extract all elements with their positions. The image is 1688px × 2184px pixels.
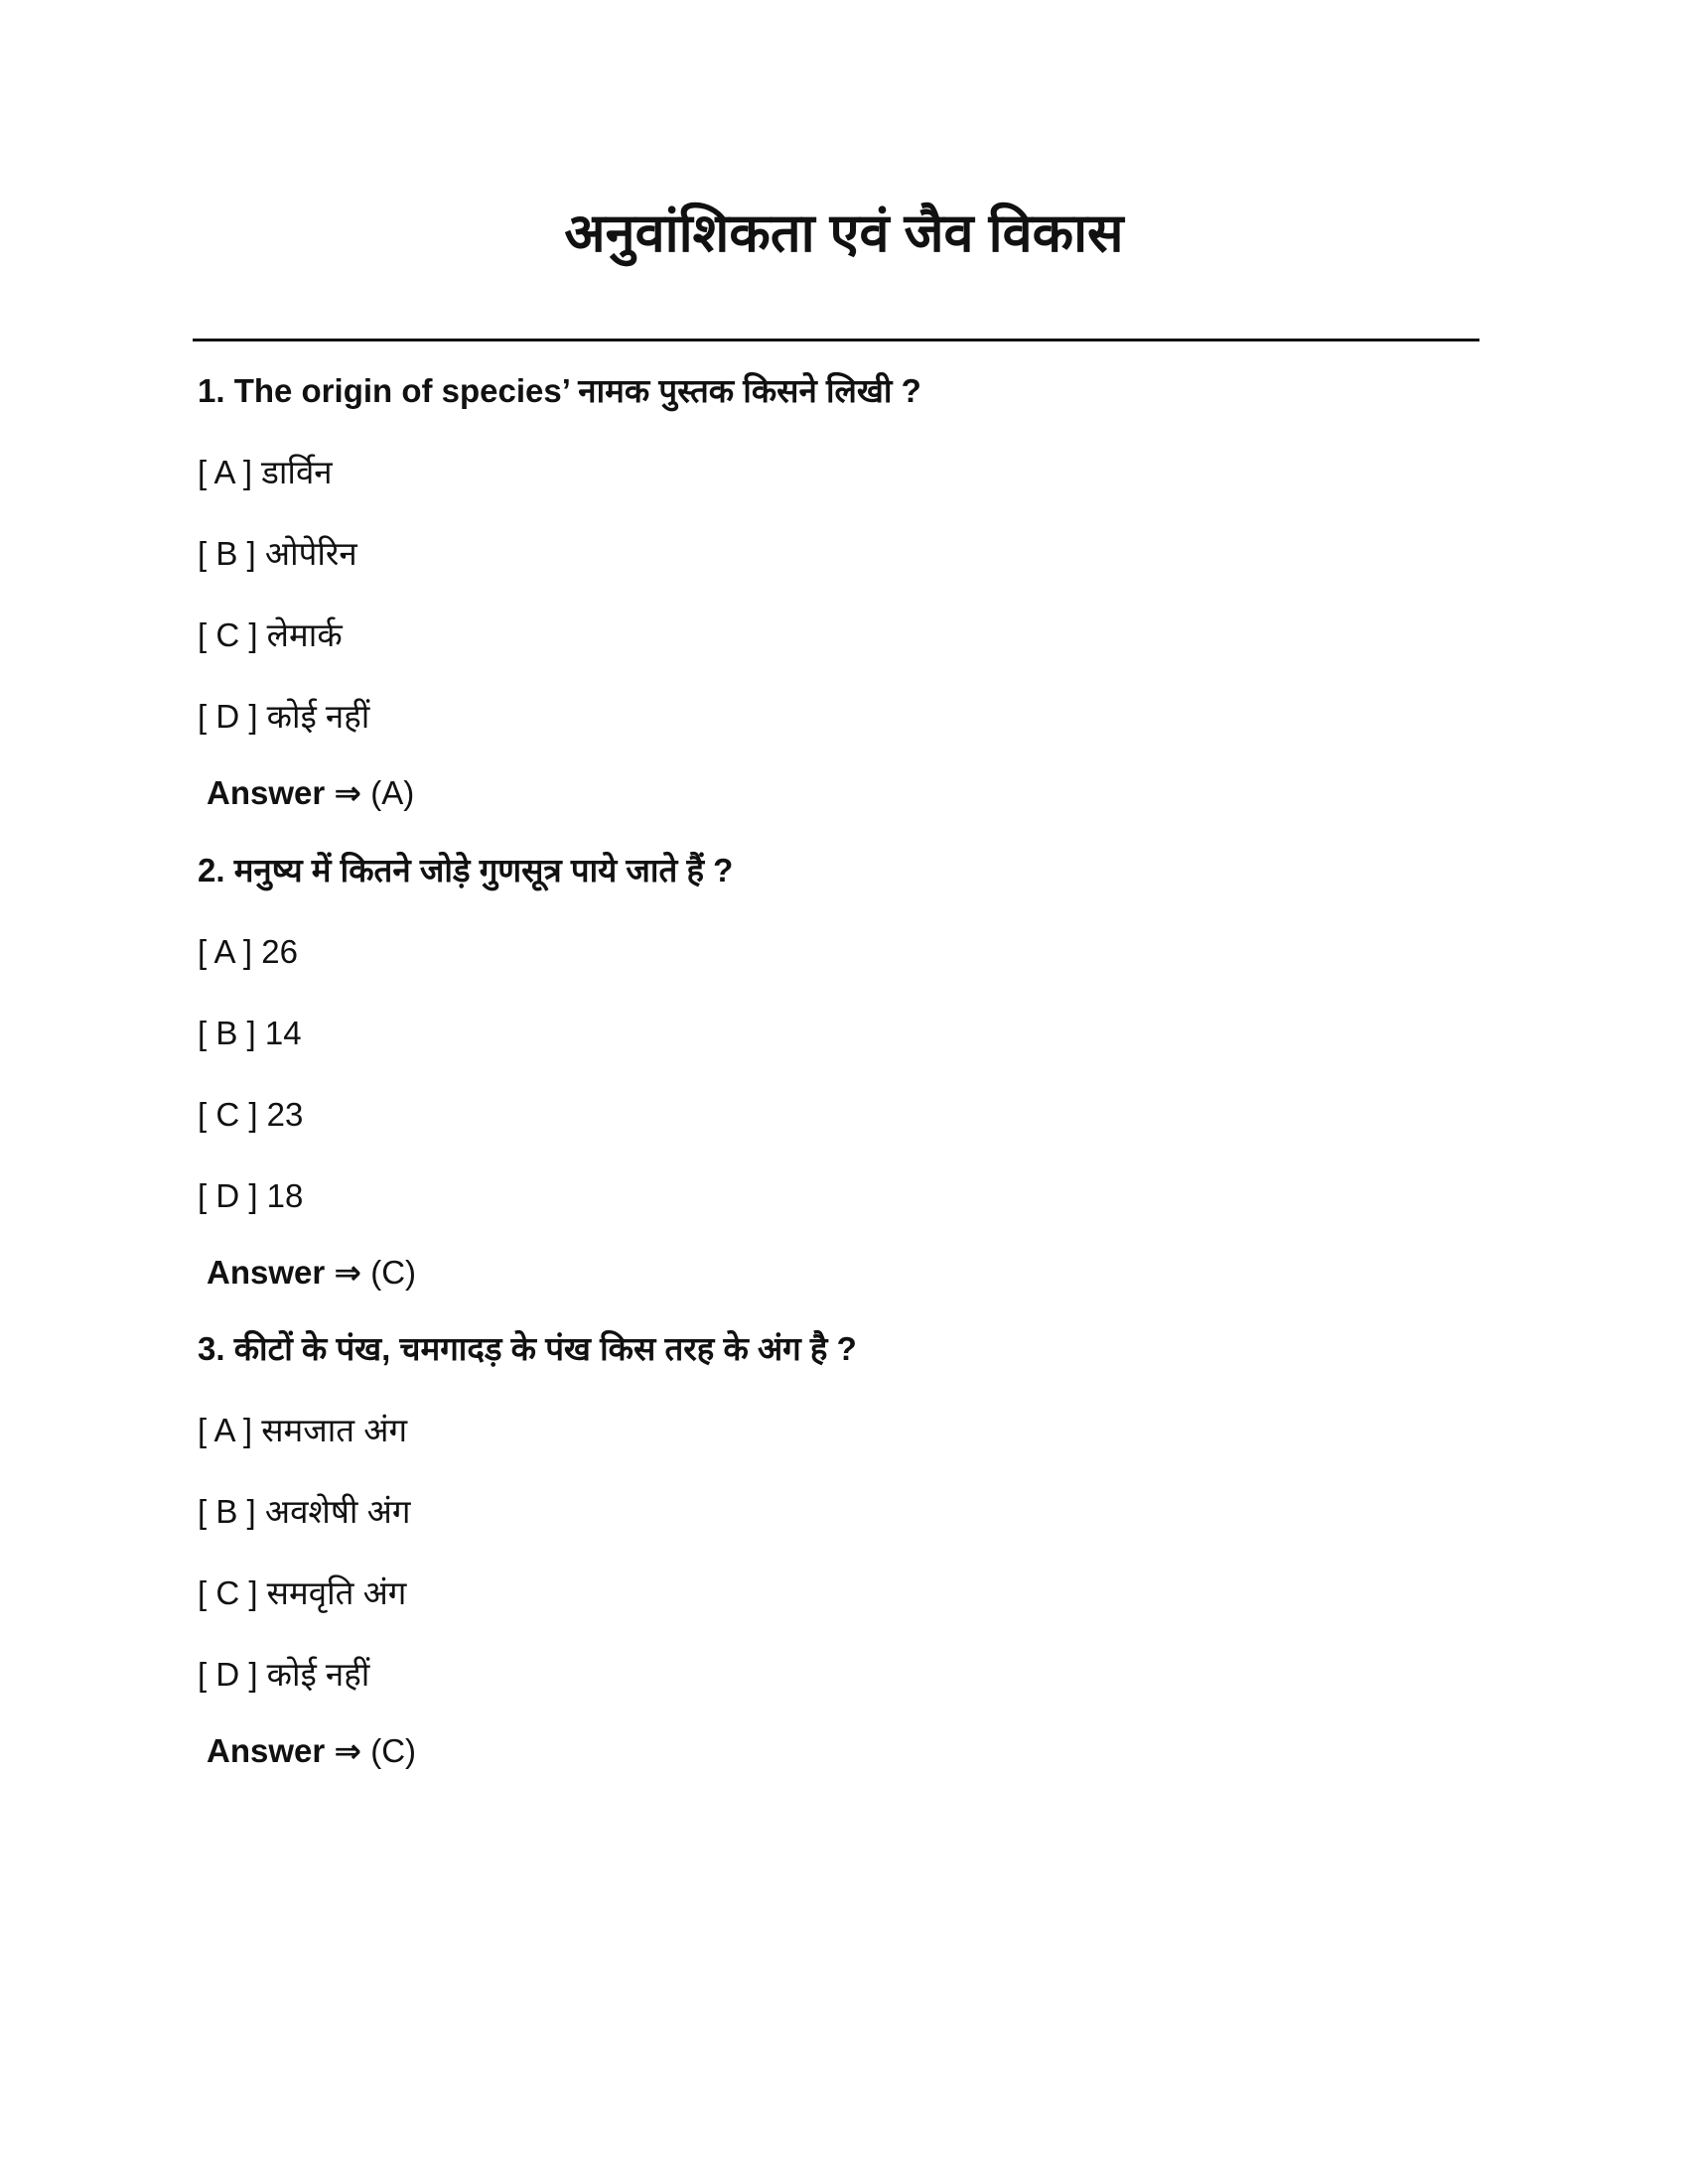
answer-option: [ D ] 18 (198, 1177, 304, 1214)
answer-value: (C) (370, 1732, 417, 1769)
answer-label: Answer ⇒ (207, 1732, 362, 1769)
title-divider (193, 339, 1479, 341)
answer-line (207, 1253, 416, 1293)
answer-line (207, 1731, 416, 1771)
answer-option: [ B ] अवशेषी अंग (198, 1493, 411, 1530)
answer-option: [ D ] कोई नहीं (198, 698, 370, 735)
answer-label: Answer ⇒ (207, 774, 362, 811)
answer-option: [ A ] डार्विन (198, 454, 333, 490)
answer-value: (A) (370, 774, 415, 811)
answer-option: [ B ] ओपेरिन (198, 535, 357, 572)
answer-label: Answer ⇒ (207, 1254, 362, 1291)
answer-option: [ A ] समजात अंग (198, 1412, 408, 1448)
answer-option: [ A ] 26 (198, 933, 298, 970)
question-text: 2. मनुष्य में कितने जोड़े गुणसूत्र पाये जाते हैं ? (198, 852, 734, 888)
answer-option: [ C ] समवृति अंग (198, 1574, 407, 1611)
answer-option: [ B ] 14 (198, 1015, 302, 1051)
answer-value: (C) (370, 1254, 417, 1291)
answer-option: [ C ] 23 (198, 1096, 304, 1133)
page-title: अनुवांशिकता एवं जैव विकास (564, 204, 1124, 263)
question-text: 3. कीटों के पंख, चमगादड़ के पंख किस तरह के अंग है ? (198, 1330, 857, 1367)
answer-option: [ D ] कोई नहीं (198, 1656, 370, 1693)
answer-option: [ C ] लेमार्क (198, 616, 343, 653)
answer-line (207, 773, 414, 813)
question-text: 1. The origin of species’ नामक पुस्तक किसने लिखी ? (198, 372, 921, 409)
